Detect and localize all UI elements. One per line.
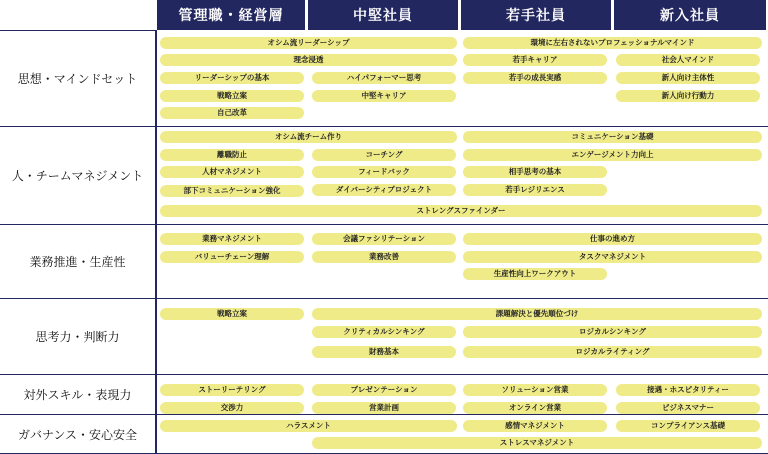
skill-pill: 部下コミュニケーション強化 xyxy=(160,185,304,197)
skill-pill: 若手レジリエンス xyxy=(463,184,607,196)
skill-pill: 若手の成長実感 xyxy=(463,72,607,84)
row-label-governance: ガバナンス・安心安全 xyxy=(17,427,138,442)
skill-pill: 自己改革 xyxy=(160,107,304,119)
skill-pill: バリューチェーン理解 xyxy=(160,251,304,263)
skill-pill: ストレスマネジメント xyxy=(312,437,762,449)
skill-pill: ハイパフォーマー思考 xyxy=(312,72,456,84)
skill-pill: ストレングスファインダー xyxy=(160,205,762,217)
skill-pill: プレゼンテーション xyxy=(312,384,456,396)
skill-pill: 課題解決と優先順位づけ xyxy=(312,308,762,320)
skill-pill: コーチング xyxy=(312,149,456,161)
skill-pill: 環境に左右されないプロフェッショナルマインド xyxy=(463,37,762,49)
skill-pill: 人材マネジメント xyxy=(160,166,304,178)
label-divider xyxy=(155,30,157,454)
skill-pill: 業務マネジメント xyxy=(160,233,304,245)
skill-pill: ソリューション営業 xyxy=(463,384,607,396)
skill-pill: 中堅キャリア xyxy=(312,90,456,102)
skill-pill: 新人向け主体性 xyxy=(616,72,760,84)
skill-pill: 交渉力 xyxy=(160,402,304,414)
header-new-hire: 新入社員 xyxy=(614,0,766,30)
skill-pill: ロジカルシンキング xyxy=(463,326,762,338)
skill-pill: 相手思考の基本 xyxy=(463,166,607,178)
skill-pill: オンライン営業 xyxy=(463,402,607,414)
skill-pill: 財務基本 xyxy=(312,346,456,358)
skill-pill: 仕事の進め方 xyxy=(463,233,762,245)
skill-pill: ダイバーシティプロジェクト xyxy=(312,184,456,196)
skill-pill: 戦略立案 xyxy=(160,90,304,102)
skill-pill: 若手キャリア xyxy=(463,54,607,66)
skill-pill: オシム流リーダーシップ xyxy=(160,37,457,49)
skill-pill: 感情マネジメント xyxy=(463,420,607,432)
skill-pill: コンプライアンス基礎 xyxy=(616,420,760,432)
skill-pill: フィードバック xyxy=(312,166,456,178)
row-label-team-management: 人・チームマネジメント xyxy=(11,169,144,183)
skill-pill: 社会人マインド xyxy=(616,54,760,66)
skill-pill: リーダーシップの基本 xyxy=(160,72,304,84)
skill-pill: 接遇・ホスピタリティー xyxy=(616,384,760,396)
skill-pill: タスクマネジメント xyxy=(463,251,762,263)
row-label-mindset: 思想・マインドセット xyxy=(17,72,138,86)
skill-pill: 理念浸透 xyxy=(160,54,457,66)
row-label-thinking: 思考力・判断力 xyxy=(35,330,120,344)
skill-pill: 新人向け行動力 xyxy=(616,90,760,102)
skill-pill: 会議ファシリテーション xyxy=(312,233,456,245)
skill-pill: 生産性向上ワークアウト xyxy=(463,268,607,280)
skill-pill: クリティカルシンキング xyxy=(312,326,456,338)
skill-pill: ハラスメント xyxy=(160,420,457,432)
skill-pill: ストーリーテリング xyxy=(160,384,304,396)
skill-pill: オシム流チーム作り xyxy=(160,131,457,143)
row-label-external-skills: 対外スキル・表現力 xyxy=(23,388,132,402)
skill-pill: ビジネスマナー xyxy=(616,402,760,414)
skill-pill: 離職防止 xyxy=(160,149,304,161)
skill-pill: 営業計画 xyxy=(312,402,456,414)
skill-pill: ロジカルライティング xyxy=(463,346,762,358)
header-young: 若手社員 xyxy=(461,0,611,30)
skill-pill: コミュニケーション基礎 xyxy=(463,131,762,143)
skill-pill: 業務改善 xyxy=(312,251,456,263)
skill-pill: エンゲージメント力向上 xyxy=(463,149,762,161)
header-mid-level: 中堅社員 xyxy=(308,0,458,30)
row-label-productivity: 業務推進・生産性 xyxy=(29,255,126,269)
header-management: 管理職・経営層 xyxy=(157,0,305,30)
skill-pill: 戦略立案 xyxy=(160,308,304,320)
